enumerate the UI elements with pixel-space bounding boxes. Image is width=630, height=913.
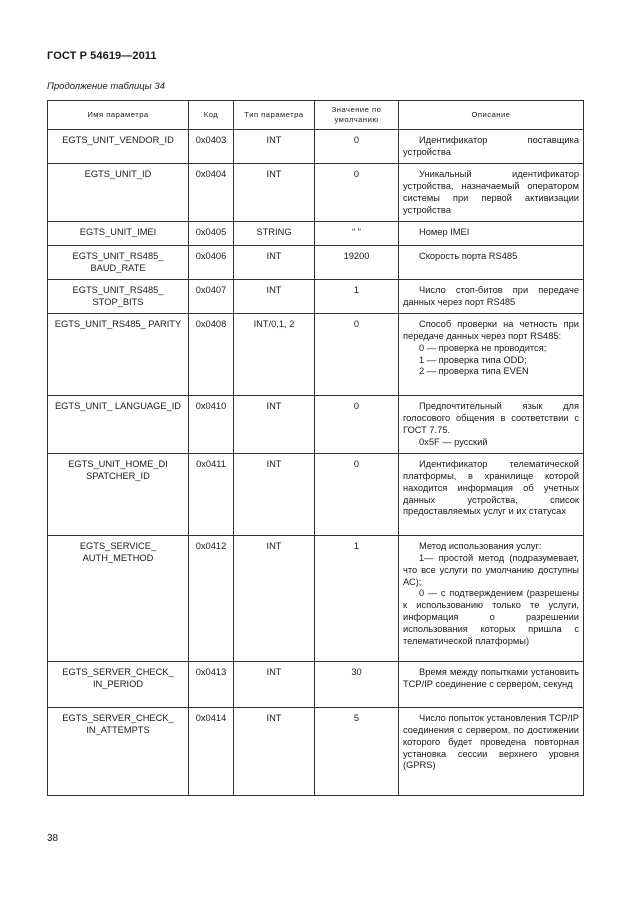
param-description-cell (399, 245, 584, 279)
param-description-cell (399, 130, 584, 164)
param-description-cell (399, 163, 584, 221)
param-code-cell: 0x0412 (189, 535, 234, 661)
column-header-type: Тип параметра (234, 101, 315, 130)
param-name-cell: EGTS_UNIT_HOME_DI SPATCHER_ID (48, 453, 189, 535)
table-row (48, 707, 584, 795)
param-type-cell: INT (234, 535, 315, 661)
param-name-cell: EGTS_UNIT_IMEI (48, 221, 189, 245)
column-header-description: Описание (399, 101, 584, 130)
param-name-cell: EGTS_UNIT_RS485_ STOP_BITS (48, 279, 189, 313)
param-type-cell: INT (234, 245, 315, 279)
param-description-cell (399, 661, 584, 707)
description-line: Идентификатор поставщика устройства (403, 135, 579, 157)
param-default-cell: 0 (315, 130, 399, 164)
param-code-cell: 0x0404 (189, 163, 234, 221)
table-row (48, 130, 584, 164)
table-row (48, 221, 584, 245)
param-type-cell: INT/0,1, 2 (234, 313, 315, 395)
param-default-cell: 30 (315, 661, 399, 707)
param-name-cell: EGTS_SERVER_CHECK_ IN_PERIOD (48, 661, 189, 707)
param-default-cell: 19200 (315, 245, 399, 279)
param-description-cell (399, 453, 584, 535)
param-name-cell: EGTS_UNIT_ LANGUAGE_ID (48, 395, 189, 453)
param-type-cell: INT (234, 279, 315, 313)
table-row (48, 245, 584, 279)
param-code-cell: 0x0407 (189, 279, 234, 313)
description-line: 0 — с подтверждением (разрешены к использованию только те услуги, информация о разрешении использования которых пришла с телематической платформы) (403, 588, 579, 647)
param-description-cell (399, 221, 584, 245)
table-continuation-caption: Продолжение таблицы 34 (47, 81, 165, 92)
description-line: Уникальный идентификатор устройства, назначаемый оператором системы при первой активизации устройства (403, 168, 579, 215)
param-type-cell: INT (234, 163, 315, 221)
param-name-cell: EGTS_UNIT_VENDOR_ID (48, 130, 189, 164)
description-line: 2 — проверка типа EVEN (419, 366, 529, 377)
param-name-cell: EGTS_UNIT_RS485_ PARITY (48, 313, 189, 395)
description-line: Число попыток установления TCP/IP соединения с сервером, по достижении которого будет проведена повторная установка сессии верхнего уровня (GPRS) (403, 712, 579, 771)
param-description-cell (399, 313, 584, 395)
table-row (48, 395, 584, 453)
column-header-default: Значение по умолчанию (315, 101, 399, 130)
param-default-cell: “ ” (315, 221, 399, 245)
param-code-cell: 0x0405 (189, 221, 234, 245)
parameters-table (47, 100, 584, 796)
param-code-cell: 0x0414 (189, 707, 234, 795)
description-line: 0x5F — русский (419, 436, 488, 447)
param-code-cell: 0x0410 (189, 395, 234, 453)
page-number: 38 (47, 833, 59, 844)
description-line: Время между попытками установить TCP/IP соединение с сервером, секунд (403, 666, 579, 689)
param-description-cell (399, 279, 584, 313)
description-line: 1 — проверка типа ODD; (419, 354, 527, 365)
param-description-cell (399, 707, 584, 795)
param-name-cell: EGTS_UNIT_RS485_ BAUD_RATE (48, 245, 189, 279)
param-name-cell: EGTS_SERVICE_ AUTH_METHOD (48, 535, 189, 661)
param-default-cell: 0 (315, 163, 399, 221)
table-row (48, 535, 584, 661)
description-line: Метод использования услуг: (419, 540, 542, 551)
description-line: Номер IMEI (419, 226, 470, 237)
param-default-cell: 0 (315, 395, 399, 453)
param-name-cell: EGTS_UNIT_ID (48, 163, 189, 221)
param-type-cell: INT (234, 130, 315, 164)
param-code-cell: 0x0413 (189, 661, 234, 707)
param-type-cell: INT (234, 395, 315, 453)
description-line: Скорость порта RS485 (419, 250, 518, 261)
param-code-cell: 0x0406 (189, 245, 234, 279)
param-description-cell (399, 535, 584, 661)
description-line: 0 — проверка не проводится; (419, 342, 547, 353)
document-header: ГОСТ Р 54619—2011 (47, 50, 157, 62)
param-type-cell: INT (234, 661, 315, 707)
description-line: 1— простой метод (подразумевает, что все услуги по умолчанию доступны АС); (403, 552, 579, 587)
param-code-cell: 0x0408 (189, 313, 234, 395)
table-header-row (48, 101, 584, 130)
param-description-cell (399, 395, 584, 453)
table-row (48, 661, 584, 707)
param-default-cell: 0 (315, 453, 399, 535)
column-header-code: Код (189, 101, 234, 130)
table-body (48, 130, 584, 796)
param-default-cell: 5 (315, 707, 399, 795)
param-code-cell: 0x0411 (189, 453, 234, 535)
param-type-cell: INT (234, 453, 315, 535)
param-type-cell: STRING (234, 221, 315, 245)
description-line: Способ проверки на четность при передаче данных через порт RS485: (403, 318, 579, 341)
param-default-cell: 0 (315, 313, 399, 395)
description-line: Предпочтительный язык для голосового общения в соответствии с ГОСТ 7.75. (403, 400, 579, 435)
table-row (48, 453, 584, 535)
param-type-cell: INT (234, 707, 315, 795)
table-row (48, 163, 584, 221)
param-default-cell: 1 (315, 279, 399, 313)
table-row (48, 313, 584, 395)
param-name-cell: EGTS_SERVER_CHECK_ IN_ATTEMPTS (48, 707, 189, 795)
param-default-cell: 1 (315, 535, 399, 661)
description-line: Число стоп-битов при передаче данных через порт RS485 (403, 284, 579, 307)
column-header-name: Имя параметра (48, 101, 189, 130)
param-code-cell: 0x0403 (189, 130, 234, 164)
table-row (48, 279, 584, 313)
description-line: Идентификатор телематической платформы, в хранилище которой находится информация об учетных данных устройства, список предоставляемых услуг и их статусах (403, 458, 579, 517)
